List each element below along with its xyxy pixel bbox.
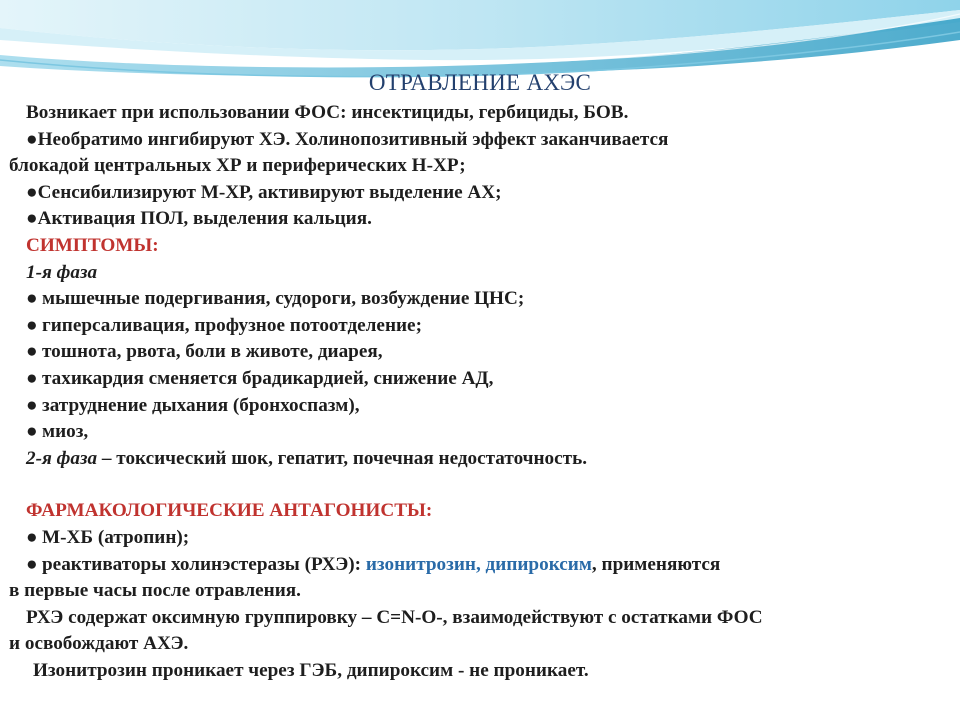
symptom-item: ● затруднение дыхания (бронхоспазм), [9, 393, 953, 420]
bullet-icon: ● [26, 208, 38, 230]
mechanism-item-3: ●Активация ПОЛ, выделения кальция. [26, 208, 372, 230]
rhe-note-line-2: и освобождают АХЭ. [9, 633, 189, 655]
rhe-note-line-1: РХЭ содержат оксимную группировку – С=N-O-, взаимодействуют с остатками ФОС [26, 606, 763, 628]
symptom-item: ● мышечные подергивания, судороги, возбуждение ЦНС; [9, 286, 953, 313]
antagonist-item-1: ● М-ХБ (атропин); [9, 525, 953, 552]
antagonist-item-2-continuation: в первые часы после отравления. [9, 580, 301, 602]
bullet-icon: ● [26, 288, 38, 310]
mechanism-item-2: ●Сенсибилизируют М-ХР, активируют выделение АХ; [26, 181, 502, 203]
phase-1-label: 1-я фаза [26, 261, 98, 283]
bullet-icon: ● [26, 314, 38, 336]
bullet-icon: ● [26, 128, 38, 150]
phase-2-label: 2-я фаза [26, 447, 98, 469]
phase-2-line: 2-я фаза – токсический шок, гепатит, почечная недостаточность. [26, 447, 588, 469]
bullet-icon: ● [26, 553, 38, 575]
bullet-icon: ● [26, 394, 38, 416]
symptom-item: ● гиперсаливация, профузное потоотделение; [9, 313, 953, 340]
bullet-icon: ● [26, 341, 38, 363]
bullet-icon: ● [26, 421, 38, 443]
drug-names: изонитрозин, дипироксим [365, 553, 592, 575]
mechanism-item-1: ●Необратимо ингибируют ХЭ. Холинопозитивный эффект заканчивается [26, 128, 669, 150]
symptom-item: ● миоз, [9, 419, 953, 446]
slide-content [9, 100, 953, 684]
spacer [9, 472, 953, 498]
bullet-icon: ● [26, 367, 38, 389]
bullet-icon: ● [26, 181, 38, 203]
mechanism-item-1-continuation: блокадой центральных ХР и периферических Н-ХР; [9, 155, 466, 177]
bullet-icon: ● [26, 526, 38, 548]
bbb-note: Изонитрозин проникает через ГЭБ, дипироксим - не проникает. [33, 659, 589, 681]
antagonist-item-2: ● реактиваторы холинэстеразы (РХЭ): изонитрозин, дипироксим, применяются [9, 552, 953, 579]
symptom-item: ● тахикардия сменяется брадикардией, снижение АД, [9, 366, 953, 393]
symptom-item: ● тошнота, рвота, боли в животе, диарея, [9, 339, 953, 366]
intro-line: Возникает при использовании ФОС: инсектициды, гербициды, БОВ. [26, 102, 629, 123]
slide-title: ОТРАВЛЕНИЕ АХЭС [368, 70, 592, 95]
symptoms-heading: СИМПТОМЫ: [26, 234, 159, 256]
antagonists-heading: ФАРМАКОЛОГИЧЕСКИЕ АНТАГОНИСТЫ: [26, 500, 433, 522]
